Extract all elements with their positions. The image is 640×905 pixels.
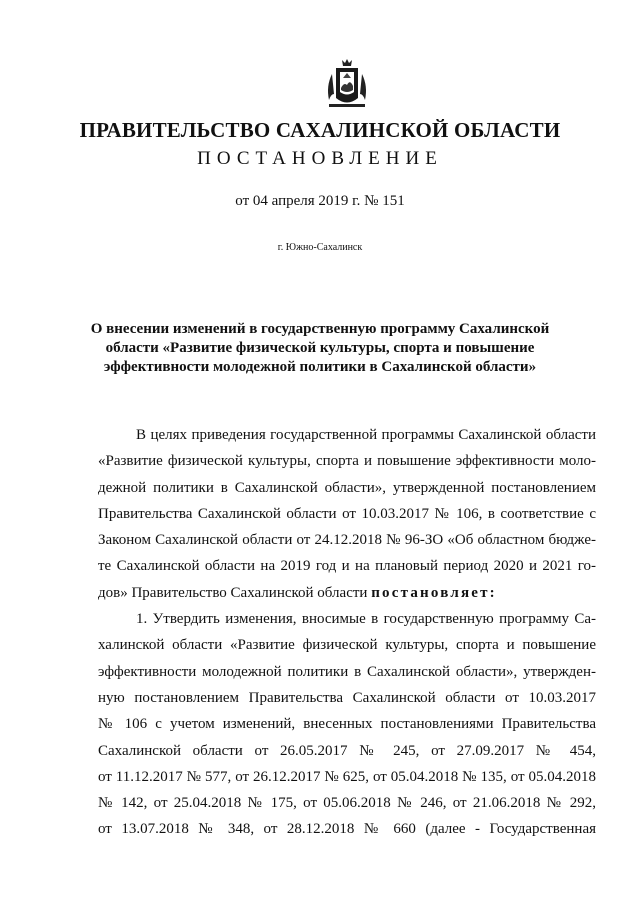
body-line-decree	[98, 580, 596, 606]
body-line: дов» Правительство Сахалинской области	[98, 584, 368, 601]
coat-of-arms-emblem	[322, 58, 372, 118]
document-date-number: от 04 апреля 2019 г. № 151	[235, 193, 405, 209]
body-line: Правительства Сахалинской области от 10.03.2017 № 106, в соответствие с	[98, 505, 596, 522]
decree-word: постановляет:	[371, 584, 497, 601]
body-line: дежной политики в Сахалинской области», утвержденной постановлением	[98, 479, 596, 496]
document-type: ПОСТАНОВЛЕНИЕ	[197, 148, 443, 169]
body-line: эффективности молодежной политики в Сахалинской области», утвержден-	[98, 663, 596, 680]
subject-line: области «Развитие физической культуры, спорта и повышение	[105, 340, 535, 356]
body-line: от 11.12.2017 № 577, от 26.12.2017 № 625, от 05.04.2018 № 135, от 05.04.2018	[98, 768, 596, 785]
body-line: Законом Сахалинской области от 24.12.2018 № 96-ЗО «Об областном бюдже-	[98, 532, 596, 549]
document-body	[98, 422, 596, 843]
body-line: ную постановлением Правительства Сахалинской области от 10.03.2017	[98, 689, 596, 706]
organization-name: ПРАВИТЕЛЬСТВО САХАЛИНСКОЙ ОБЛАСТИ	[79, 118, 561, 142]
body-line: от 13.07.2018 № 348, от 28.12.2018 № 660 (далее - Государственная	[98, 821, 596, 838]
body-line: те Сахалинской области на 2019 год и на плановый период 2020 и 2021 го-	[98, 558, 596, 575]
document-subject	[0, 320, 640, 377]
body-line: халинской области «Развитие физической культуры, спорта и повышение	[98, 637, 596, 654]
subject-line: эффективности молодежной политики в Сахалинской области»	[103, 359, 537, 375]
document-city: г. Южно-Сахалинск	[277, 242, 363, 253]
body-line: № 106 с учетом изменений, внесенных постановлениями Правительства	[98, 716, 596, 733]
body-line: В целях приведения государственной программы Сахалинской области	[136, 427, 596, 443]
body-line: 1. Утвердить изменения, вносимые в государственную программу Са-	[136, 611, 596, 628]
body-line: «Развитие физической культуры, спорта и повышение эффективности моло-	[98, 453, 596, 470]
body-line: № 142, от 25.04.2018 № 175, от 05.06.2018 № 246, от 21.06.2018 № 292,	[98, 795, 596, 812]
body-line: Сахалинской области от 26.05.2017 № 245, от 27.09.2017 № 454,	[98, 742, 596, 759]
subject-line: О внесении изменений в государственную программу Сахалинской	[90, 321, 550, 337]
